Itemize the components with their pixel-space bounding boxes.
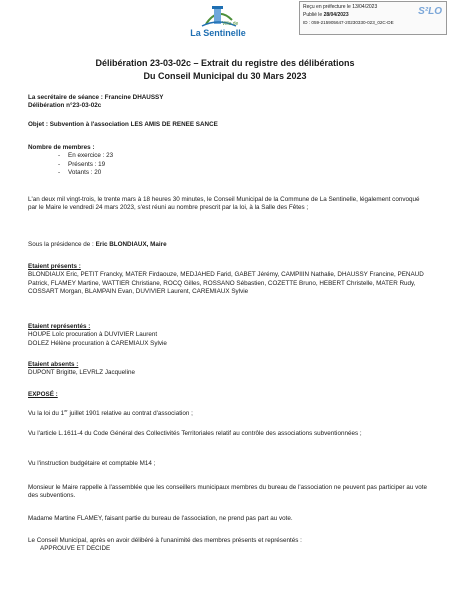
receipt-date: Reçu en préfecture le 13/04/2023 xyxy=(303,4,378,10)
logo-ville-de: Ville de xyxy=(222,21,239,27)
absent xyxy=(28,361,428,378)
represented-line-1: HOUPE Loïc procuration à DUVIVIER Laurent xyxy=(28,331,158,339)
s2lo-stamp: S²LO xyxy=(418,6,442,17)
prefecture-receipt xyxy=(299,1,447,35)
document-title xyxy=(40,57,410,83)
title-line-2: Du Conseil Municipal du 30 Mars 2023 xyxy=(143,71,307,81)
presents-list: BLONDIAUX Eric, PETIT Francky, MATER Firdaouze, MEDJAHED Farid, GABET Jérémy, CAMPIIIN Nathalie, DHAUSSY Francine, PENAUD Patrick, FLAMEY Martine, WATTIER Christiane, ROCQ Gilles, ROSSANO Sébastien, COZETTE Bruno, HEBERT Christelle, MATER Rudy, COSSART Morgan, BLAMPAIN Evan, DUVIVIER Laurent, CAREMIAUX Sylvie xyxy=(28,271,424,296)
loi-prefix: Vu la loi du 1 xyxy=(28,410,65,417)
maire-rappel: Monsieur le Maire rappelle à l'assemblée que les conseillers municipaux membres du bureau de l'association ne peuvent pas participer au vote des subventions. xyxy=(28,484,427,500)
absent-heading: Etaient absents : xyxy=(28,361,79,368)
decision-text: Le Conseil Municipal, après en avoir délibéré à l'unanimité des membres présents et représentés : xyxy=(28,537,302,544)
receipt-published-value: 28/04/2023 xyxy=(323,12,349,18)
receipt-id: ID : 059-215905647-20230330-023_02C-DE xyxy=(303,20,394,25)
members-en-exercice: - En exercice : 23 xyxy=(68,152,428,160)
members-heading: Nombre de membres : xyxy=(28,144,95,151)
vu-article: Vu l'article L.1611-4 du Code Général des Collectivités Territoriales relatif au contrôle des associations subventionnées ; xyxy=(28,430,362,437)
expose-heading: EXPOSÉ : xyxy=(28,391,58,398)
vu-instruction: Vu l'instruction budgétaire et comptable M14 ; xyxy=(28,460,156,467)
loi-suffix: juillet 1901 relative au contrat d'association ; xyxy=(67,410,193,417)
meta xyxy=(28,94,428,111)
secretary: La secrétaire de séance : Francine DHAUSSY xyxy=(28,94,164,101)
objet: Objet : Subvention à l'association LES AMIS DE RENEE SANCE xyxy=(28,121,218,128)
town-logo xyxy=(176,2,260,46)
represented-line-2: DOLEZ Hélène procuration à CAREMIAUX Sylvie xyxy=(28,339,167,347)
presidence-prefix: Sous la présidence de : xyxy=(28,241,96,248)
approve-decide: APPROUVE ET DECIDE xyxy=(40,545,111,553)
decision xyxy=(28,537,428,554)
members-votants: - Votants : 20 xyxy=(68,169,428,177)
represented xyxy=(28,323,428,348)
presidence xyxy=(28,241,428,249)
presents-heading: Etaient présents : xyxy=(28,263,81,270)
intro-paragraph: L'an deux mil vingt-trois, le trente mars à 18 heures 30 minutes, le Conseil Municipal de la Commune de La Sentinelle, légalement convoqué par le Maire le vendredi 24 mars 2023, s'est réuni au nombre prescrit par la loi, à la Salle des Fêtes ; xyxy=(28,196,420,212)
vu-loi-1901 xyxy=(28,407,428,418)
receipt-published-label: Publié le xyxy=(303,12,323,18)
title-line-1: Délibération 23-03-02c – Extrait du registre des délibérations xyxy=(95,58,355,68)
represented-heading: Etaient représentés : xyxy=(28,323,91,330)
loi-sup: er xyxy=(64,407,68,413)
presents xyxy=(28,263,428,297)
absent-list: DUPONT Brigitte, LEVRLZ Jacqueline xyxy=(28,369,135,377)
members xyxy=(28,144,428,178)
deliberation-number: Délibération n°23-03-02c xyxy=(28,102,102,110)
logo-town-name: La Sentinelle xyxy=(190,28,246,38)
flamey-note: Madame Martine FLAMEY, faisant partie du bureau de l'association, ne prend pas part au vote. xyxy=(28,515,293,522)
members-presents: - Présents : 19 xyxy=(68,161,428,169)
president-name: Eric BLONDIAUX, Maire xyxy=(95,241,167,248)
